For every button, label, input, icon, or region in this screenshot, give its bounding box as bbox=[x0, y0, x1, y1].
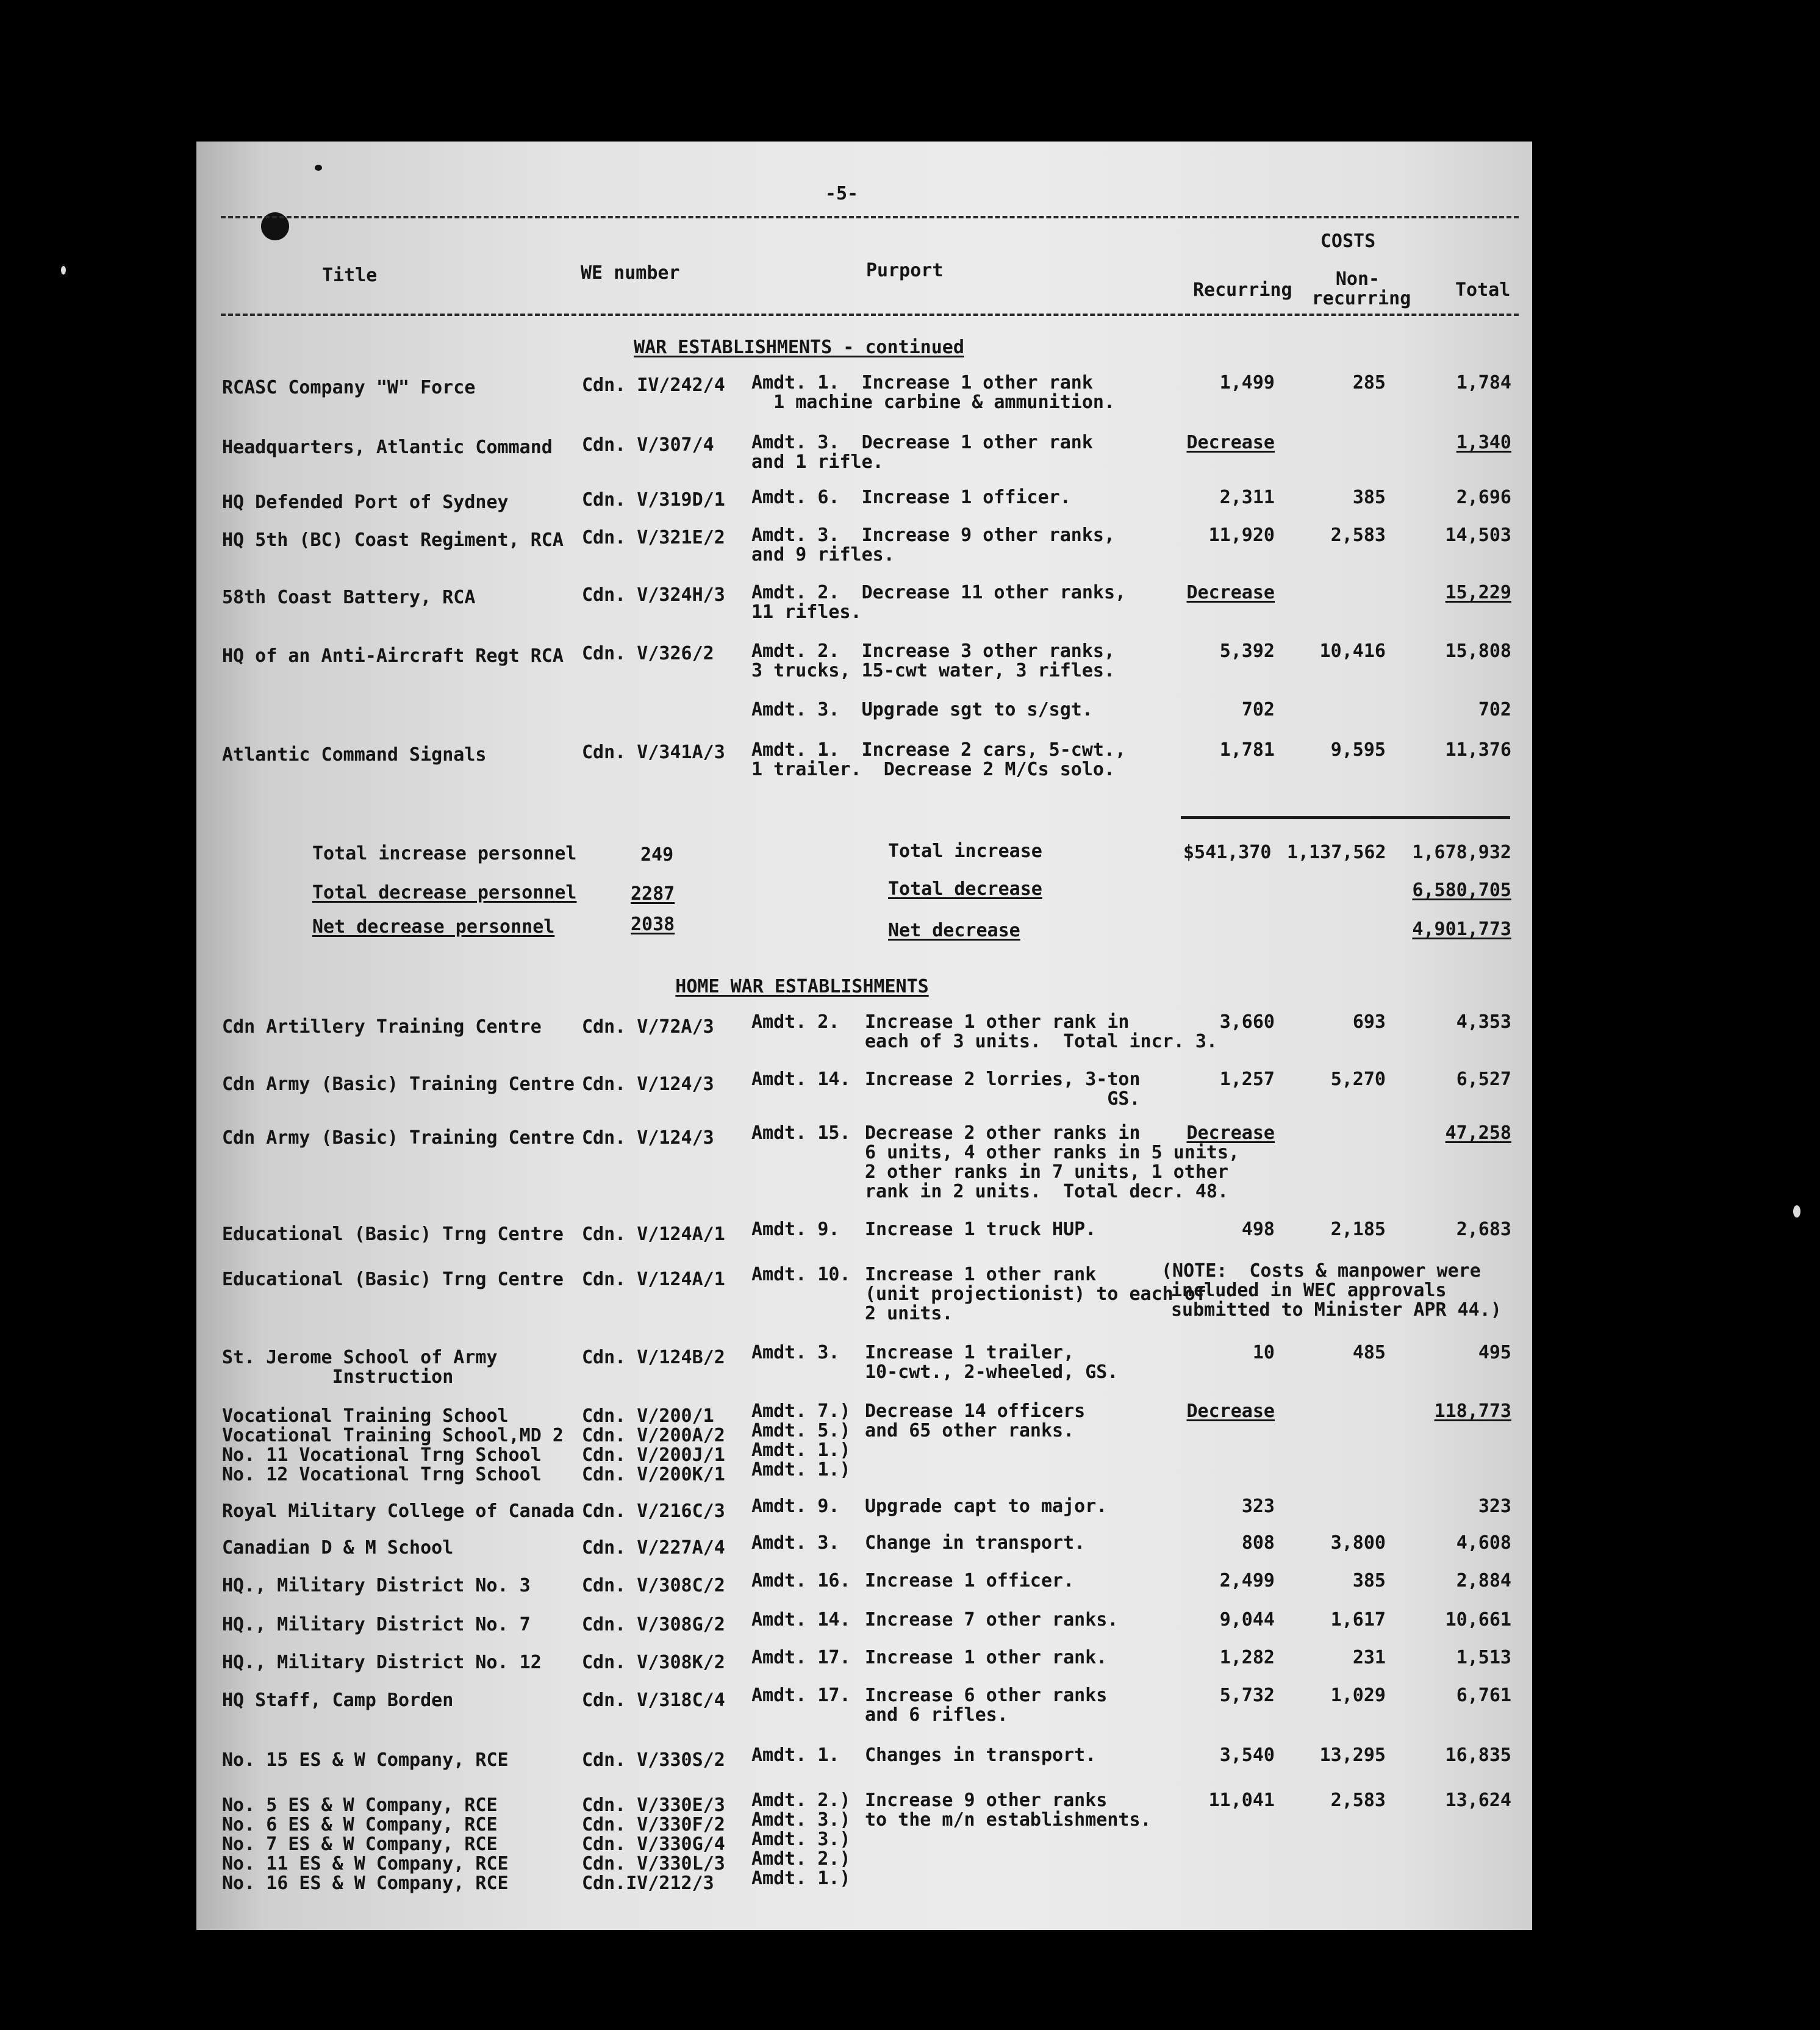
ink-spot bbox=[61, 266, 66, 274]
row-total: 13,624 bbox=[1445, 1790, 1511, 1811]
row-amendment: Amdt. 15. bbox=[751, 1122, 851, 1144]
row-total: 2,683 bbox=[1456, 1219, 1511, 1240]
total-decrease-label: Total decrease bbox=[888, 878, 1042, 900]
row-we-number: Cdn. V/330F/2 bbox=[582, 1814, 725, 1835]
row-purport: Increase 1 officer. bbox=[865, 1570, 1075, 1591]
row-amendment: Amdt. 1.) bbox=[751, 1459, 851, 1480]
row-title: Atlantic Command Signals bbox=[222, 744, 487, 766]
row-purport: 1 machine carbine & ammunition. bbox=[751, 392, 1116, 413]
row-purport: and 1 rifle. bbox=[751, 451, 884, 473]
row-purport: Increase 1 truck HUP. bbox=[865, 1219, 1097, 1240]
row-title: Educational (Basic) Trng Centre bbox=[222, 1224, 564, 1245]
row-purport: Increase 1 trailer, bbox=[865, 1342, 1075, 1363]
row-we-number: Cdn. V/330G/4 bbox=[582, 1834, 725, 1855]
row-nonrecurring: 2,583 bbox=[1330, 1790, 1386, 1811]
ink-spot bbox=[315, 165, 322, 171]
row-title: No. 5 ES & W Company, RCE bbox=[222, 1795, 498, 1816]
row-purport: (unit projectionist) to each of bbox=[865, 1283, 1206, 1305]
row-recurring: Decrease bbox=[1186, 582, 1275, 603]
row-we-number: Cdn. V/124/3 bbox=[582, 1074, 714, 1095]
row-nonrecurring: 10,416 bbox=[1319, 640, 1386, 662]
row-purport: 3 trucks, 15-cwt water, 3 rifles. bbox=[751, 660, 1116, 681]
row-nonrecurring: 2,185 bbox=[1330, 1219, 1386, 1240]
row-title: No. 12 Vocational Trng School bbox=[222, 1464, 542, 1485]
row-purport: Increase 7 other ranks. bbox=[865, 1609, 1119, 1630]
row-total: 1,340 bbox=[1456, 432, 1511, 453]
row-title: Headquarters, Atlantic Command bbox=[222, 437, 553, 458]
row-purport: Increase 9 other ranks bbox=[865, 1790, 1108, 1811]
total-increase-personnel-label: Total increase personnel bbox=[312, 843, 577, 864]
page-number: -5- bbox=[825, 183, 859, 204]
row-amendment: Amdt. 5.) bbox=[751, 1420, 851, 1441]
row-amendment: Amdt. 7.) bbox=[751, 1401, 851, 1422]
row-title: No. 6 ES & W Company, RCE bbox=[222, 1814, 498, 1835]
row-total: 4,608 bbox=[1456, 1532, 1511, 1554]
row-title: HQ Staff, Camp Borden bbox=[222, 1690, 454, 1711]
row-purport: Increase 1 other rank in bbox=[865, 1011, 1130, 1033]
row-we-number: Cdn. V/341A/3 bbox=[582, 742, 725, 763]
row-total: 118,773 bbox=[1434, 1401, 1511, 1422]
totals-rule bbox=[1181, 816, 1510, 819]
row-purport: Change in transport. bbox=[865, 1532, 1086, 1554]
row-purport: GS. bbox=[865, 1088, 1141, 1110]
row-recurring: 11,041 bbox=[1208, 1790, 1275, 1811]
row-amendment: Amdt. 10. bbox=[751, 1264, 851, 1285]
row-recurring: 9,044 bbox=[1219, 1609, 1275, 1630]
row-recurring: 11,920 bbox=[1208, 525, 1275, 546]
row-recurring: 808 bbox=[1241, 1532, 1275, 1554]
row-amendment: Amdt. 3.) bbox=[751, 1829, 851, 1850]
row-purport: and 65 other ranks. bbox=[865, 1420, 1075, 1441]
row-purport: Amdt. 3. Upgrade sgt to s/sgt. bbox=[751, 699, 1093, 720]
note-line: (NOTE: Costs & manpower were bbox=[1161, 1260, 1481, 1282]
row-purport: Amdt. 2. Decrease 11 other ranks, bbox=[751, 582, 1127, 603]
row-recurring: 702 bbox=[1241, 699, 1275, 720]
purport-column-header: Purport bbox=[866, 260, 944, 281]
row-we-number: Cdn.IV/212/3 bbox=[582, 1873, 714, 1894]
row-total: 2,696 bbox=[1456, 487, 1511, 508]
row-purport: 11 rifles. bbox=[751, 601, 862, 623]
row-purport: to the m/n establishments. bbox=[865, 1809, 1152, 1831]
total-decrease-personnel-value: 2287 bbox=[631, 883, 675, 905]
net-decrease-personnel-label: Net decrease personnel bbox=[312, 916, 555, 938]
row-we-number: Cdn. V/308C/2 bbox=[582, 1575, 725, 1596]
row-purport: 10-cwt., 2-wheeled, GS. bbox=[865, 1361, 1119, 1383]
row-amendment: Amdt. 3.) bbox=[751, 1809, 851, 1831]
row-we-number: Cdn. V/308G/2 bbox=[582, 1614, 725, 1635]
row-total: 495 bbox=[1478, 1342, 1511, 1363]
header-rule-bottom bbox=[221, 314, 1519, 316]
row-purport: Amdt. 1. Increase 1 other rank bbox=[751, 372, 1093, 393]
row-total: 702 bbox=[1478, 699, 1511, 720]
total-increase-label: Total increase bbox=[888, 841, 1042, 862]
row-purport: and 9 rifles. bbox=[751, 544, 895, 565]
row-title: HQ Defended Port of Sydney bbox=[222, 492, 509, 513]
row-purport: Decrease 2 other ranks in bbox=[865, 1122, 1141, 1144]
row-title: HQ., Military District No. 7 bbox=[222, 1614, 531, 1635]
note-line: included in WEC approvals bbox=[1171, 1280, 1447, 1301]
non-recurring-column-header-1: Non- bbox=[1335, 268, 1380, 290]
row-title: No. 16 ES & W Company, RCE bbox=[222, 1873, 509, 1894]
row-title: No. 11 Vocational Trng School bbox=[222, 1444, 542, 1466]
row-nonrecurring: 2,583 bbox=[1330, 525, 1386, 546]
row-we-number: Cdn. V/200/1 bbox=[582, 1405, 714, 1427]
row-we-number: Cdn. V/330S/2 bbox=[582, 1749, 725, 1771]
net-decrease-label: Net decrease bbox=[888, 920, 1020, 941]
row-nonrecurring: 285 bbox=[1352, 372, 1386, 393]
row-title: Instruction bbox=[222, 1366, 454, 1388]
row-purport: 2 other ranks in 7 units, 1 other bbox=[865, 1161, 1229, 1183]
row-recurring: 3,540 bbox=[1219, 1745, 1275, 1766]
row-title: RCASC Company "W" Force bbox=[222, 377, 476, 398]
row-we-number: Cdn. V/330E/3 bbox=[582, 1795, 725, 1816]
row-title: Educational (Basic) Trng Centre bbox=[222, 1269, 564, 1290]
row-title: No. 15 ES & W Company, RCE bbox=[222, 1749, 509, 1771]
row-amendment: Amdt. 2. bbox=[751, 1011, 840, 1033]
row-nonrecurring: 5,270 bbox=[1330, 1069, 1386, 1090]
row-title: Canadian D & M School bbox=[222, 1537, 454, 1558]
total-increase-personnel-value: 249 bbox=[640, 844, 674, 866]
row-nonrecurring: 1,617 bbox=[1330, 1609, 1386, 1630]
row-we-number: Cdn. V/200K/1 bbox=[582, 1464, 725, 1485]
row-we-number: Cdn. V/307/4 bbox=[582, 434, 714, 456]
total-column-header: Total bbox=[1455, 279, 1511, 301]
section-heading-war-establishments: WAR ESTABLISHMENTS - continued bbox=[634, 337, 964, 358]
row-we-number: Cdn. V/216C/3 bbox=[582, 1501, 725, 1522]
row-nonrecurring: 385 bbox=[1352, 1570, 1386, 1591]
row-nonrecurring: 1,029 bbox=[1330, 1685, 1386, 1706]
row-we-number: Cdn. V/330L/3 bbox=[582, 1853, 725, 1874]
net-decrease-total: 4,901,773 bbox=[1412, 919, 1511, 940]
row-recurring: 10 bbox=[1252, 1342, 1275, 1363]
row-purport: Increase 6 other ranks bbox=[865, 1685, 1108, 1706]
row-recurring: 1,282 bbox=[1219, 1647, 1275, 1668]
row-total: 10,661 bbox=[1445, 1609, 1511, 1630]
row-recurring: 5,732 bbox=[1219, 1685, 1275, 1706]
row-nonrecurring: 485 bbox=[1352, 1342, 1386, 1363]
row-we-number: Cdn. V/72A/3 bbox=[582, 1016, 714, 1038]
row-amendment: Amdt. 9. bbox=[751, 1219, 840, 1240]
total-increase-total: 1,678,932 bbox=[1412, 842, 1511, 863]
row-we-number: Cdn. V/124/3 bbox=[582, 1127, 714, 1149]
header-rule-top bbox=[221, 216, 1519, 218]
row-amendment: Amdt. 1. bbox=[751, 1745, 840, 1766]
row-total: 1,513 bbox=[1456, 1647, 1511, 1668]
we-number-column-header: WE number bbox=[581, 262, 680, 284]
row-title: Cdn Army (Basic) Training Centre bbox=[222, 1074, 575, 1095]
row-amendment: Amdt. 9. bbox=[751, 1496, 840, 1517]
row-we-number: Cdn. V/124B/2 bbox=[582, 1347, 725, 1368]
row-recurring: 323 bbox=[1241, 1496, 1275, 1517]
row-nonrecurring: 9,595 bbox=[1330, 739, 1386, 761]
row-nonrecurring: 13,295 bbox=[1319, 1745, 1386, 1766]
row-recurring: Decrease bbox=[1186, 1122, 1275, 1144]
row-title: HQ 5th (BC) Coast Regiment, RCA bbox=[222, 529, 564, 551]
row-total: 6,761 bbox=[1456, 1685, 1511, 1706]
row-purport: Increase 1 other rank. bbox=[865, 1647, 1108, 1668]
row-title: Cdn Artillery Training Centre bbox=[222, 1016, 542, 1038]
row-title: 58th Coast Battery, RCA bbox=[222, 587, 476, 608]
row-title: St. Jerome School of Army bbox=[222, 1347, 498, 1368]
note-line: submitted to Minister APR 44.) bbox=[1171, 1299, 1502, 1321]
row-purport: Amdt. 3. Decrease 1 other rank bbox=[751, 432, 1093, 453]
row-we-number: Cdn. V/326/2 bbox=[582, 643, 714, 664]
row-total: 4,353 bbox=[1456, 1011, 1511, 1033]
row-nonrecurring: 385 bbox=[1352, 487, 1386, 508]
row-amendment: Amdt. 14. bbox=[751, 1609, 851, 1630]
row-purport: Increase 1 other rank bbox=[865, 1264, 1097, 1285]
row-total: 47,258 bbox=[1445, 1122, 1511, 1144]
row-total: 2,884 bbox=[1456, 1570, 1511, 1591]
row-amendment: Amdt. 2.) bbox=[751, 1848, 851, 1870]
row-purport: Changes in transport. bbox=[865, 1745, 1097, 1766]
row-nonrecurring: 693 bbox=[1352, 1011, 1386, 1033]
row-recurring: Decrease bbox=[1186, 432, 1275, 453]
title-column-header: Title bbox=[322, 265, 378, 286]
row-title: Vocational Training School,MD 2 bbox=[222, 1425, 564, 1446]
ink-spot bbox=[1793, 1205, 1800, 1218]
row-purport: rank in 2 units. Total decr. 48. bbox=[865, 1181, 1229, 1202]
row-amendment: Amdt. 16. bbox=[751, 1570, 851, 1591]
row-title: HQ., Military District No. 3 bbox=[222, 1575, 531, 1596]
row-we-number: Cdn. V/321E/2 bbox=[582, 527, 725, 548]
row-title: HQ., Military District No. 12 bbox=[222, 1652, 542, 1673]
row-total: 15,808 bbox=[1445, 640, 1511, 662]
row-purport: 2 units. bbox=[865, 1303, 953, 1324]
row-amendment: Amdt. 17. bbox=[751, 1647, 851, 1668]
row-recurring: 1,499 bbox=[1219, 372, 1275, 393]
row-amendment: Amdt. 1.) bbox=[751, 1868, 851, 1889]
total-increase-nonrecurring: 1,137,562 bbox=[1287, 842, 1386, 863]
row-purport: Amdt. 1. Increase 2 cars, 5-cwt., bbox=[751, 739, 1127, 761]
recurring-column-header: Recurring bbox=[1193, 279, 1292, 301]
row-we-number: Cdn. V/324H/3 bbox=[582, 584, 725, 606]
row-amendment: Amdt. 2.) bbox=[751, 1790, 851, 1811]
row-amendment: Amdt. 14. bbox=[751, 1069, 851, 1090]
row-recurring: 3,660 bbox=[1219, 1011, 1275, 1033]
row-purport: Amdt. 6. Increase 1 officer. bbox=[751, 487, 1071, 508]
row-we-number: Cdn. V/200J/1 bbox=[582, 1444, 725, 1466]
total-increase-recurring: $541,370 bbox=[1183, 842, 1272, 863]
row-purport: and 6 rifles. bbox=[865, 1704, 1008, 1726]
row-purport: 1 trailer. Decrease 2 M/Cs solo. bbox=[751, 759, 1116, 780]
row-title: Royal Military College of Canada bbox=[222, 1501, 575, 1522]
row-recurring: 1,257 bbox=[1219, 1069, 1275, 1090]
row-we-number: Cdn. V/227A/4 bbox=[582, 1537, 725, 1558]
row-title: HQ of an Anti-Aircraft Regt RCA bbox=[222, 645, 564, 667]
row-we-number: Cdn. V/308K/2 bbox=[582, 1652, 725, 1673]
row-we-number: Cdn. V/319D/1 bbox=[582, 489, 725, 511]
row-total: 11,376 bbox=[1445, 739, 1511, 761]
row-purport: each of 3 units. Total incr. 3. bbox=[865, 1031, 1217, 1052]
row-purport: Upgrade capt to major. bbox=[865, 1496, 1108, 1517]
section-heading-home-war-establishments: HOME WAR ESTABLISHMENTS bbox=[675, 976, 929, 997]
costs-heading: COSTS bbox=[1320, 231, 1376, 252]
row-amendment: Amdt. 17. bbox=[751, 1685, 851, 1706]
row-amendment: Amdt. 3. bbox=[751, 1532, 840, 1554]
row-total: 16,835 bbox=[1445, 1745, 1511, 1766]
row-recurring: Decrease bbox=[1186, 1401, 1275, 1422]
row-total: 14,503 bbox=[1445, 525, 1511, 546]
row-we-number: Cdn. V/318C/4 bbox=[582, 1690, 725, 1711]
row-title: Cdn Army (Basic) Training Centre bbox=[222, 1127, 575, 1149]
row-purport: Decrease 14 officers bbox=[865, 1401, 1086, 1422]
row-title: No. 11 ES & W Company, RCE bbox=[222, 1853, 509, 1874]
row-purport: Increase 2 lorries, 3-ton bbox=[865, 1069, 1141, 1090]
row-recurring: 5,392 bbox=[1219, 640, 1275, 662]
row-total: 6,527 bbox=[1456, 1069, 1511, 1090]
row-recurring: 498 bbox=[1241, 1219, 1275, 1240]
row-we-number: Cdn. IV/242/4 bbox=[582, 375, 725, 396]
row-total: 1,784 bbox=[1456, 372, 1511, 393]
row-purport: Amdt. 2. Increase 3 other ranks, bbox=[751, 640, 1116, 662]
net-decrease-personnel-value: 2038 bbox=[631, 914, 675, 935]
row-recurring: 2,499 bbox=[1219, 1570, 1275, 1591]
row-we-number: Cdn. V/124A/1 bbox=[582, 1269, 725, 1290]
row-recurring: 2,311 bbox=[1219, 487, 1275, 508]
row-amendment: Amdt. 1.) bbox=[751, 1440, 851, 1461]
row-we-number: Cdn. V/124A/1 bbox=[582, 1224, 725, 1245]
total-decrease-personnel-label: Total decrease personnel bbox=[312, 882, 577, 903]
row-nonrecurring: 3,800 bbox=[1330, 1532, 1386, 1554]
total-decrease-total: 6,580,705 bbox=[1412, 880, 1511, 901]
row-title: Vocational Training School bbox=[222, 1405, 509, 1427]
row-nonrecurring: 231 bbox=[1352, 1647, 1386, 1668]
row-recurring: 1,781 bbox=[1219, 739, 1275, 761]
row-total: 323 bbox=[1478, 1496, 1511, 1517]
row-purport: 6 units, 4 other ranks in 5 units, bbox=[865, 1142, 1240, 1163]
row-amendment: Amdt. 3. bbox=[751, 1342, 840, 1363]
row-title: No. 7 ES & W Company, RCE bbox=[222, 1834, 498, 1855]
row-we-number: Cdn. V/200A/2 bbox=[582, 1425, 725, 1446]
row-total: 15,229 bbox=[1445, 582, 1511, 603]
row-purport: Amdt. 3. Increase 9 other ranks, bbox=[751, 525, 1116, 546]
non-recurring-column-header-2: recurring bbox=[1311, 288, 1411, 309]
